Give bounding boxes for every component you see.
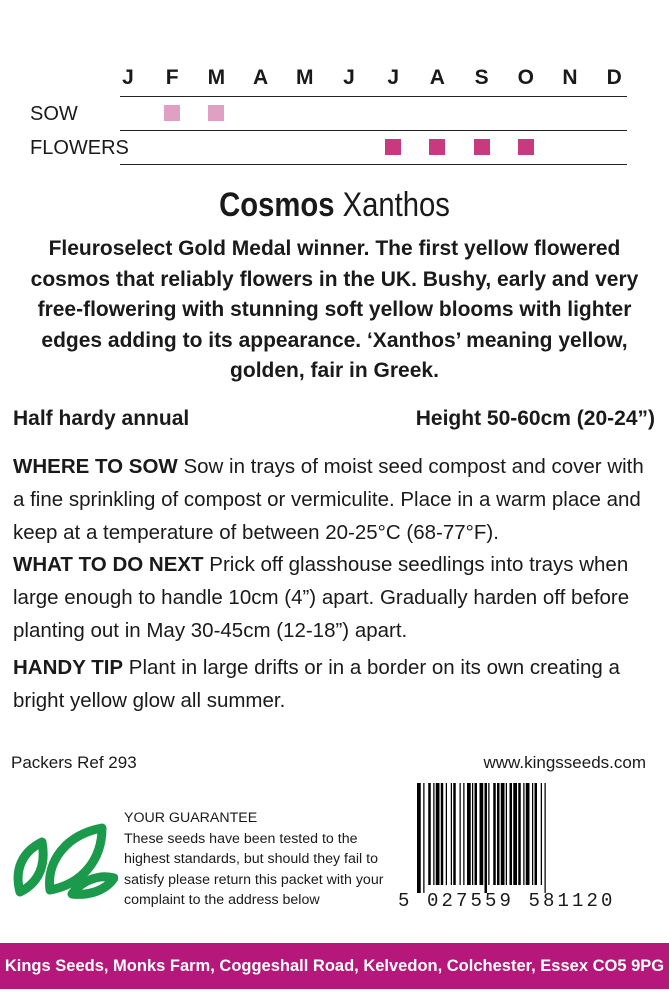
guarantee-title: YOUR GUARANTEE (124, 810, 258, 826)
calendar-divider (120, 164, 627, 165)
what-to-do-next (13, 548, 656, 647)
month-label: S (474, 66, 489, 89)
sow-row-label: SOW (30, 103, 78, 125)
guarantee-text: These seeds have been tested to the highest standards, but should they fail to satisfy please return this packet with your complaint to the address below (124, 830, 384, 908)
barcode-bar (460, 783, 461, 885)
month-label: F (165, 66, 179, 89)
month-label: N (562, 66, 578, 89)
packers-ref: Packers Ref 293 (11, 753, 137, 772)
month-label: J (343, 66, 355, 89)
instruction-heading: HANDY TIP (13, 656, 124, 679)
barcode-bar (523, 783, 524, 885)
barcode-bar (428, 783, 431, 885)
sowing-calendar (0, 0, 669, 170)
website-link[interactable]: www.kingsseeds.com (483, 753, 646, 772)
barcode-bar (510, 783, 513, 885)
footer-address: Kings Seeds, Monks Farm, Coggeshall Road, Kelvedon, Colchester, Essex CO5 9PG (4, 957, 665, 975)
flowering-month-marker (385, 139, 401, 155)
barcode-bar (501, 783, 505, 885)
product-description: Fleuroselect Gold Medal winner. The first yellow flowered cosmos that reliably flowers in the UK. Bushy, early and very free-flowering with stunning soft yellow blooms with lighter edges adding to its appearance. ‘Xanthos’ meaning yellow, golden, fair in Greek. (30, 237, 639, 382)
barcode-bar (513, 783, 517, 885)
flowering-month-marker (518, 139, 534, 155)
instruction-heading: WHERE TO SOW (13, 455, 178, 478)
month-label: M (296, 66, 314, 89)
barcode-bar (423, 783, 424, 893)
plant-height: Height 50-60cm (20-24”) (415, 407, 655, 430)
footer-address-bar (0, 943, 669, 989)
product-variety: Xanthos (342, 186, 450, 224)
barcode-bar (545, 783, 546, 893)
barcode-bar (436, 783, 440, 885)
handy-tip (13, 651, 656, 717)
where-to-sow (13, 450, 656, 549)
guarantee-block (124, 808, 399, 911)
barcode-bar (467, 783, 471, 885)
leaf-logo-icon (10, 820, 118, 900)
calendar-divider (120, 130, 627, 131)
barcode-bar (475, 783, 478, 885)
barcode-bar (535, 783, 538, 885)
barcode-bar (497, 783, 500, 885)
barcode-bar (453, 783, 456, 885)
instruction-heading: WHAT TO DO NEXT (13, 553, 204, 576)
barcode (415, 783, 641, 893)
barcode-bar (433, 783, 434, 885)
barcode-bar (463, 783, 464, 885)
flowers-row-label: FLOWERS (30, 137, 129, 159)
month-label: D (606, 66, 622, 89)
barcode-bar (480, 783, 484, 885)
barcode-bar (541, 783, 542, 885)
flowering-month-marker (429, 139, 445, 155)
instruction-text: Plant in large drifts or in a border on its own creating a bright yellow glow all summer. (13, 656, 620, 712)
barcode-bar (518, 783, 521, 885)
barcode-bar (526, 783, 530, 885)
barcode-bar (446, 783, 447, 885)
barcode-bar (532, 783, 533, 885)
barcode-bar (506, 783, 507, 885)
flowering-month-marker (474, 139, 490, 155)
month-label: A (253, 66, 269, 89)
barcode-bar (472, 783, 473, 885)
product-title (47, 186, 622, 225)
barcode-bar (441, 783, 444, 885)
barcode-digits: 5 027559 581120 (398, 890, 616, 912)
product-name: Cosmos (219, 186, 335, 224)
month-label: A (429, 66, 445, 89)
barcode-bar (451, 783, 452, 885)
calendar-divider (120, 96, 627, 97)
barcode-bar (488, 783, 489, 885)
sow-month-marker (208, 105, 224, 121)
month-label: J (387, 66, 400, 89)
month-label: O (517, 66, 534, 89)
barcode-bar (493, 783, 496, 885)
month-label: M (207, 66, 226, 89)
instruction-text: Sow in trays of moist seed compost and cover with a fine sprinkling of compost or vermiculite. Place in a warm place and keep at a temperature of between 20-25°C (68-77°F). (13, 455, 644, 544)
plant-type: Half hardy annual (13, 407, 190, 430)
sow-month-marker (164, 105, 180, 121)
month-label: J (122, 66, 134, 89)
barcode-bar (485, 783, 488, 893)
instruction-text: Prick off glasshouse seedlings into trays when large enough to handle 10cm (4”) apart. Gradually harden off before planting out in May 30-45cm (12-18”) apart. (13, 553, 630, 642)
barcode-bar (417, 783, 421, 893)
